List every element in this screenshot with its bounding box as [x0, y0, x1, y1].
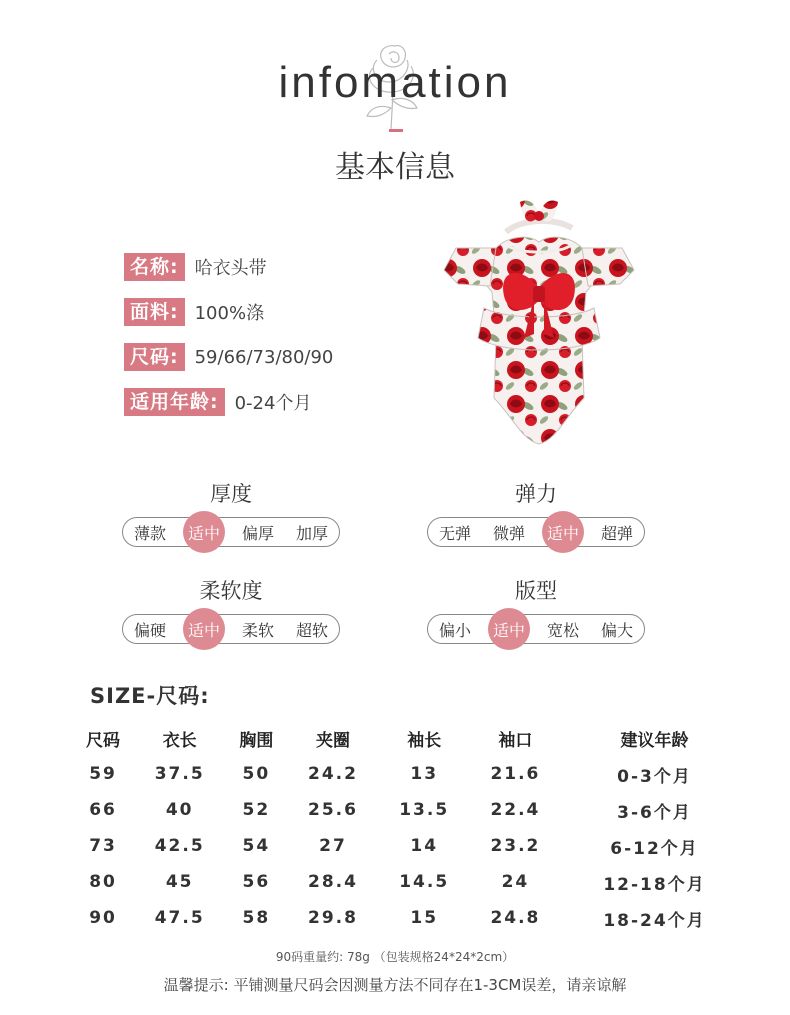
table-cell: 13 — [410, 764, 439, 784]
scale-option: 微弹 — [492, 523, 525, 543]
scale-elasticity — [427, 517, 645, 547]
scale-thickness — [122, 517, 340, 547]
info-value: 59/66/73/80/90 — [194, 346, 334, 368]
scale-title-thickness: 厚度 — [210, 482, 252, 506]
table-cell: 42.5 — [154, 836, 205, 856]
info-label: 面料: — [124, 298, 185, 326]
scale-title-softness: 柔软度 — [199, 579, 263, 603]
column-header: 夹圈 — [315, 730, 350, 751]
scale-option: 超软 — [295, 620, 328, 640]
table-cell: 3-6个月 — [617, 802, 692, 823]
table-row — [72, 756, 748, 792]
table-cell: 50 — [242, 764, 271, 784]
info-row-name — [124, 252, 267, 282]
table-row — [72, 828, 748, 864]
table-row — [72, 792, 748, 828]
table-cell: 45 — [165, 872, 194, 892]
size-measure-tip: 温馨提示: 平铺测量尺码会因测量方法不同存在1-3CM误差，请亲谅解 — [163, 976, 627, 994]
scale-option: 宽松 — [546, 620, 579, 640]
table-cell: 59 — [89, 764, 117, 784]
info-label: 尺码: — [124, 343, 185, 371]
table-cell: 66 — [89, 800, 117, 820]
scale-option: 超弹 — [600, 523, 633, 543]
table-cell: 24.2 — [308, 764, 358, 784]
table-cell: 12-18个月 — [603, 874, 706, 895]
info-row-size — [124, 342, 333, 372]
table-cell: 13.5 — [399, 800, 450, 820]
scale-option: 偏厚 — [241, 523, 274, 543]
scale-option: 柔软 — [241, 620, 274, 640]
scale-option-selected: 适中 — [179, 618, 229, 641]
info-value: 100%涤 — [194, 303, 265, 324]
column-header: 袖长 — [407, 730, 442, 751]
table-cell: 56 — [242, 872, 271, 892]
table-cell: 54 — [242, 836, 271, 856]
scale-option-selected: 适中 — [484, 618, 534, 641]
scale-option-selected: 适中 — [538, 521, 588, 544]
table-cell: 22.4 — [490, 800, 541, 820]
table-cell: 40 — [165, 800, 194, 820]
header-divider — [389, 129, 403, 132]
column-header: 胸围 — [239, 730, 274, 751]
scale-fit — [427, 614, 645, 644]
scale-title-elasticity: 弹力 — [515, 482, 557, 506]
table-cell: 14 — [410, 836, 439, 856]
table-cell: 73 — [89, 836, 117, 856]
column-header: 袖口 — [498, 730, 533, 751]
scale-option: 偏大 — [600, 620, 633, 640]
product-image — [436, 188, 640, 464]
scale-softness — [122, 614, 340, 644]
info-label: 名称: — [124, 253, 185, 281]
table-cell: 29.8 — [308, 908, 358, 928]
table-row — [72, 900, 748, 936]
table-cell: 18-24个月 — [603, 910, 706, 931]
table-cell: 6-12个月 — [610, 838, 699, 859]
table-cell: 58 — [242, 908, 271, 928]
table-cell: 21.6 — [490, 764, 541, 784]
size-table — [72, 720, 748, 936]
table-cell: 37.5 — [154, 764, 205, 784]
table-cell: 52 — [242, 800, 271, 820]
column-header: 衣长 — [162, 730, 197, 751]
size-weight-note: 90码重量约: 78g （包装规格24*24*2cm） — [275, 950, 515, 964]
table-cell: 25.6 — [308, 800, 358, 820]
scale-title-fit: 版型 — [515, 579, 557, 603]
scale-option: 加厚 — [295, 523, 328, 543]
table-cell: 90 — [89, 908, 117, 928]
table-cell: 47.5 — [154, 908, 205, 928]
size-table-header — [72, 720, 748, 756]
table-cell: 0-3个月 — [617, 766, 692, 787]
info-value: 哈衣头带 — [194, 258, 267, 279]
info-row-age — [124, 387, 311, 417]
column-header: 尺码 — [86, 730, 121, 751]
table-cell: 80 — [89, 872, 117, 892]
header-subtitle: 基本信息 — [335, 150, 455, 185]
header-title: infomation — [278, 58, 512, 107]
scale-option: 偏硬 — [133, 620, 166, 640]
scale-option: 薄款 — [133, 523, 166, 543]
column-header: 建议年龄 — [620, 730, 689, 751]
scale-option-selected: 适中 — [179, 521, 229, 544]
info-value: 0-24个月 — [234, 393, 312, 414]
table-cell: 15 — [410, 908, 439, 928]
info-label: 适用年龄: — [124, 388, 225, 416]
scale-option: 无弹 — [438, 523, 471, 543]
scale-option: 偏小 — [438, 620, 471, 640]
size-title: SIZE-尺码: — [90, 684, 210, 708]
table-cell: 24 — [501, 872, 530, 892]
info-row-fabric — [124, 297, 264, 327]
table-cell: 23.2 — [490, 836, 541, 856]
table-cell: 14.5 — [399, 872, 450, 892]
table-cell: 24.8 — [490, 908, 541, 928]
table-cell: 28.4 — [308, 872, 358, 892]
table-cell: 27 — [319, 836, 347, 856]
table-row — [72, 864, 748, 900]
